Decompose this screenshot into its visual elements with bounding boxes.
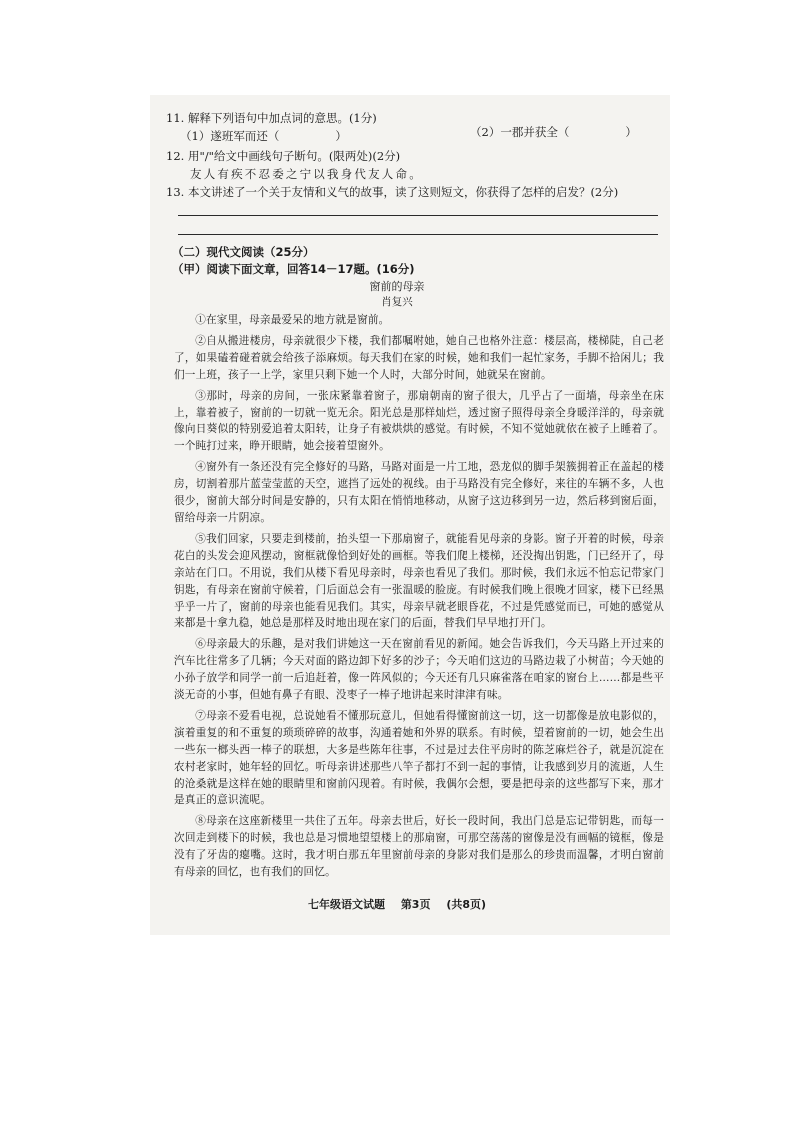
section-heading: （二）现代文阅读（25分） [172, 245, 315, 259]
question-12-sentence: 友人有疾不忍委之宁以我身代友人命。 [190, 167, 423, 181]
footer-subject: 七年级语文试题 [307, 898, 385, 911]
answer-line-1[interactable] [178, 215, 658, 216]
question-11-item-2 [470, 124, 637, 140]
question-11-item-2-close: ） [625, 125, 637, 139]
paragraph-2: ②自从搬进楼房，母亲就很少下楼，我们都嘱咐她，她自己也格外注意：楼层高，楼梯陡，自己老了，如果磕着碰着就会给孩子添麻烦。每天我们在家的时候，她和我们一起忙家务，手脚不拾闲儿；我们一上班，孩子一上学，家里只剩下她一个人时，大部分时间，她就呆在窗前。 [174, 334, 664, 381]
article-author: 肖复兴 [381, 296, 413, 308]
article-body [174, 312, 664, 885]
question-13-stem: 13. 本文讲述了一个关于友情和义气的故事，读了这则短文，你获得了怎样的启发？(2分) [166, 185, 619, 199]
question-11-item-1-text: （1）遂班军而还（ [180, 129, 280, 143]
question-11-item-2-text: （2）一郡并获全（ [470, 125, 570, 139]
paragraph-7: ⑦母亲不爱看电视，总说她看不懂那玩意儿，但她看得懂窗前这一切，这一切都像是放电影似的，演着重复的和不重复的琐琐碎碎的故事，沟通着她和外界的联系。有时候，望着窗前的一切，她会生出一些东一榔头西一棒子的联想，大多是些陈年往事，不过是过去住平房时的陈芝麻烂谷子，就是沉淀在农村老家时，她年轻的回忆。听母亲讲述那些八竿子都打不到一起的事情，让我感到岁月的流逝，人生的沧桑就是这样在她的眼睛里和窗前闪现着。有时候，我偶尔会想，要是把母亲的这些都写下来，那才是真正的意识流呢。 [174, 709, 664, 807]
footer-total: (共8页) [446, 898, 487, 911]
page-footer [0, 896, 794, 912]
question-12-stem: 12. 用"/"给文中画线句子断句。(限两处)(2分) [166, 149, 401, 163]
question-11-item-1 [180, 128, 347, 144]
paragraph-3: ③那时，母亲的房间，一张床紧靠着窗子，那扇朝南的窗子很大，几乎占了一面墙，母亲坐在床上，靠着被子，窗前的一切就一览无余。阳光总是那样灿烂，透过窗子照得母亲全身暖洋洋的，母亲就像向日葵似的特别爱追着太阳转，让身子有被烘烘的感觉。有时候，不知不觉她就依在被子上睡着了。一个盹打过来，睁开眼睛，她会接着望窗外。 [174, 389, 664, 453]
paragraph-5: ⑤我们回家，只要走到楼前，抬头望一下那扇窗子，就能看见母亲的身影。窗子开着的时候，母亲花白的头发会迎风摆动，窗框就像恰到好处的画框。等我们爬上楼梯，还没掏出钥匙，门已经开了，母亲站在门口。不用说，我们从楼下看见母亲时，母亲也看见了我们。那时候，我们永远不怕忘记带家门钥匙，有母亲在窗前守候着，门后面总会有一张温暖的脸庞。有时候我们晚上很晚才回家，楼下已经黑乎乎一片了，窗前的母亲也能看见我们。其实，母亲早就老眼昏花，不过是凭感觉而已，可她的感觉从来都是十拿九稳，她总是那样及时地出现在家门的后面，替我们早早地打开门。 [174, 532, 664, 630]
paragraph-8: ⑧母亲在这座新楼里一共住了五年。母亲去世后，好长一段时间，我出门总是忘记带钥匙，而每一次回走到楼下的时候，我也总是习惯地望望楼上的那扇窗，可那空荡荡的窗像是没有画幅的镜框，像是没有了牙齿的瘪嘴。这时，我才明白那五年里窗前母亲的身影对我们是那么的珍贵而温馨，才明白窗前有母亲的回忆，也有我们的回忆。 [174, 815, 664, 879]
paragraph-1: ①在家里，母亲最爱呆的地方就是窗前。 [195, 314, 390, 326]
article-title: 窗前的母亲 [369, 280, 425, 293]
paragraph-4: ④窗外有一条还没有完全修好的马路，马路对面是一片工地，恐龙似的脚手架簇拥着正在盖起的楼房，切割着那片蓝莹莹蓝的天空，遮挡了远处的视线。由于马路没有完全修好，来往的车辆不多，人也很少，窗前大部分时间是安静的，只有太阳在悄悄地移动，从窗子这边移到另一边，然后移到窗后面，留给母亲一片阴凉。 [174, 461, 664, 524]
paragraph-6: ⑥母亲最大的乐趣，是对我们讲她这一天在窗前看见的新闻。她会告诉我们，今天马路上开过来的汽车比往常多了几辆；今天对面的路边卸下好多的沙子；今天咱们这边的马路边栽了小树苗；今天她的小孙子放学和同学一前一后追赶着，像一阵风似的；今天还有几只麻雀落在咱家的窗台上……都是些平淡无奇的小事，但她有鼻子有眼、没枣子一棒子地讲起来时津津有味。 [174, 638, 664, 702]
question-11-item-1-close: ） [335, 129, 347, 143]
answer-line-2[interactable] [178, 234, 658, 235]
question-11-stem: 11. 解释下列语句中加点词的意思。(1分) [166, 111, 377, 125]
section-subheading: （甲）阅读下面文章，回答14－17题。(16分) [172, 262, 415, 276]
footer-page: 第3页 [400, 898, 431, 911]
